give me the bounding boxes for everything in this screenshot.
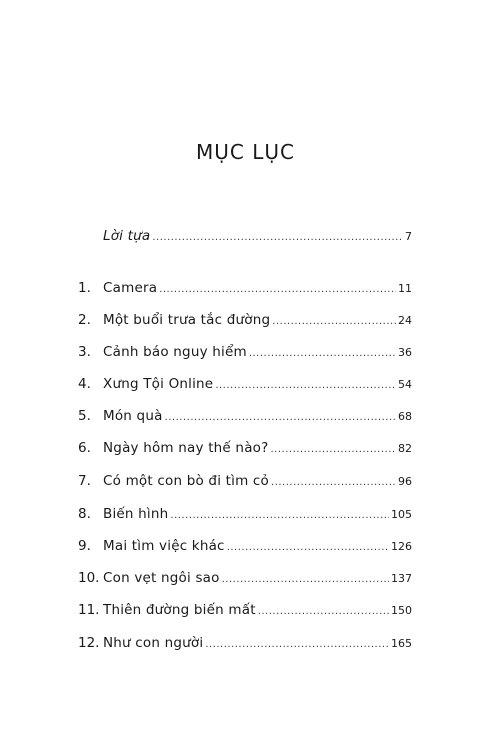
toc-entry-label: Camera — [103, 280, 158, 296]
toc-entry-label: Như con người — [103, 635, 204, 651]
leader-dots — [205, 639, 389, 650]
toc-entry-page: 7 — [405, 230, 412, 243]
toc-entry-page: 150 — [391, 604, 412, 617]
toc-entry-number: 12. — [78, 635, 100, 651]
toc-entry — [78, 506, 412, 526]
toc-entry-label: Xưng Tội Online — [103, 376, 214, 392]
toc-entry-label: Ngày hôm nay thế nào? — [103, 440, 269, 456]
toc-entry-label: Món quà — [103, 408, 163, 424]
toc-entry — [78, 570, 412, 590]
leader-dots — [272, 316, 396, 327]
toc-entry-label: Thiên đường biến mất — [103, 602, 256, 618]
toc-entry — [78, 635, 412, 655]
toc-entry-number: 8. — [78, 506, 91, 522]
toc-entry — [78, 376, 412, 396]
toc-entry — [78, 408, 412, 428]
leader-dots — [258, 606, 389, 617]
toc-entry — [78, 280, 412, 300]
leader-dots — [271, 477, 396, 488]
leader-dots — [215, 380, 396, 391]
toc-entry-label: Mai tìm việc khác — [103, 538, 225, 554]
toc-entry-number: 6. — [78, 440, 91, 456]
toc-entry-page: 82 — [398, 442, 412, 455]
toc-entry-label: Có một con bò đi tìm cỏ — [103, 473, 270, 489]
leader-dots — [222, 574, 389, 585]
leader-dots — [159, 284, 396, 295]
toc-entry-page: 137 — [391, 572, 412, 585]
toc-entry-number: 2. — [78, 312, 91, 328]
toc-entry-page: 68 — [398, 410, 412, 423]
toc-entry-page: 105 — [391, 508, 412, 521]
toc-entry-number: 3. — [78, 344, 91, 360]
toc-entry — [78, 440, 412, 460]
leader-dots — [271, 444, 397, 455]
toc-title: MỤC LỤC — [196, 140, 295, 164]
leader-dots — [165, 412, 396, 423]
toc-entry — [78, 312, 412, 332]
toc-entry — [78, 538, 412, 558]
toc-entry-number: 10. — [78, 570, 100, 586]
toc-entry-page: 54 — [398, 378, 412, 391]
toc-entry-page: 36 — [398, 346, 412, 359]
toc-preface — [78, 228, 412, 248]
toc-entry-number: 11. — [78, 602, 100, 618]
leader-dots — [152, 232, 403, 243]
toc-entry-number: 7. — [78, 473, 91, 489]
toc-entry-number: 5. — [78, 408, 91, 424]
toc-entry-number: 9. — [78, 538, 91, 554]
toc-entry — [78, 602, 412, 622]
toc-entry-label: Lời tựa — [103, 228, 151, 244]
toc-entry-number: 1. — [78, 280, 91, 296]
toc-entry — [78, 473, 412, 493]
toc-entry — [78, 344, 412, 364]
toc-entry-label: Một buổi trưa tắc đường — [103, 312, 271, 328]
toc-entry-page: 11 — [398, 282, 412, 295]
leader-dots — [227, 542, 389, 553]
toc-entry-number: 4. — [78, 376, 91, 392]
toc-entry-label: Con vẹt ngôi sao — [103, 570, 220, 586]
toc-entry-page: 24 — [398, 314, 412, 327]
toc-entry-label: Biến hình — [103, 506, 169, 522]
toc-entry-label: Cảnh báo nguy hiểm — [103, 344, 247, 360]
toc-entry-page: 126 — [391, 540, 412, 553]
leader-dots — [170, 510, 389, 521]
toc-entry-page: 165 — [391, 637, 412, 650]
toc-entry-page: 96 — [398, 475, 412, 488]
leader-dots — [249, 348, 396, 359]
